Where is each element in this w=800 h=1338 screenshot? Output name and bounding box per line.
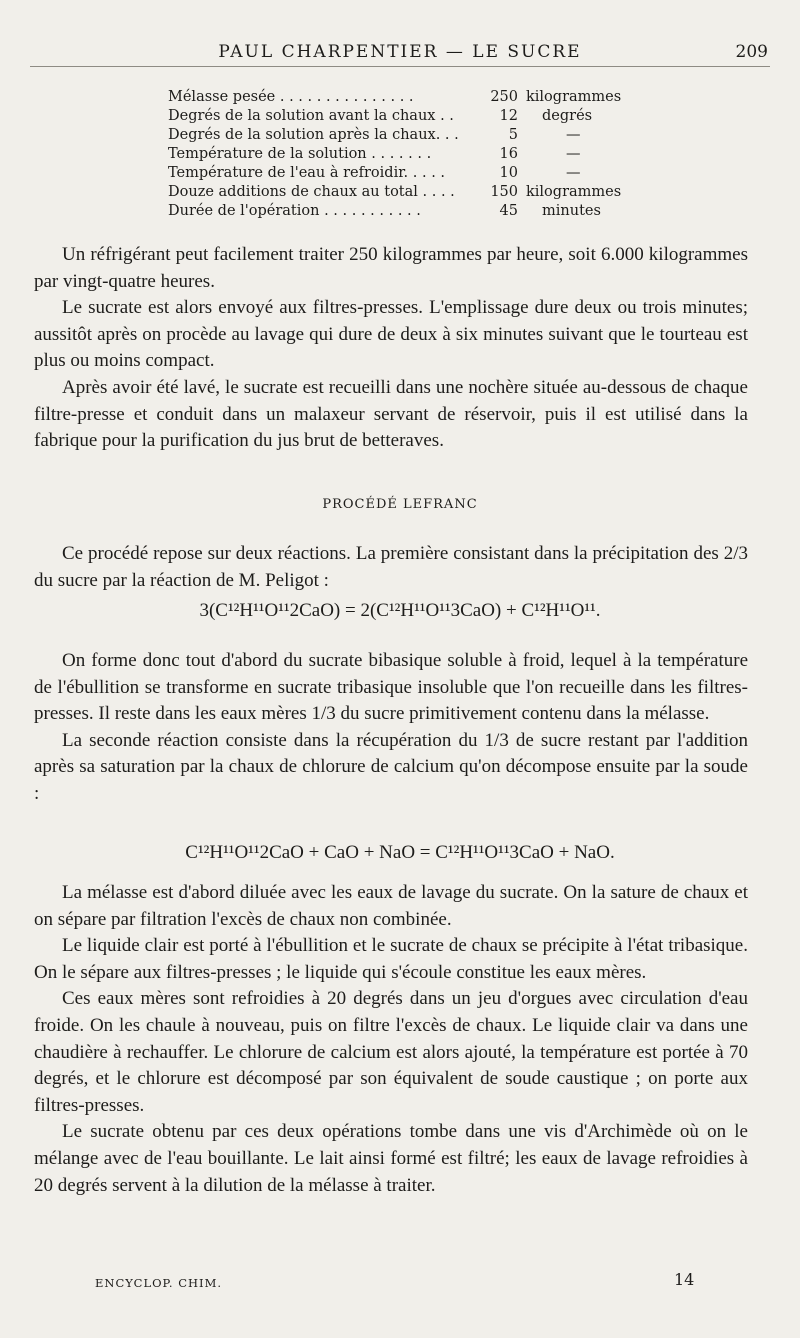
body-text-block: [34, 242, 748, 455]
paragraph: Un réfrigérant peut facilement traiter 250 kilogrammes par heure, soit 6.000 kilogrammes par vingt-quatre heures.: [34, 244, 748, 292]
table-row-unit: —: [566, 165, 581, 181]
page-number: 209: [735, 42, 768, 62]
table-row: [168, 145, 621, 164]
table-row-label: Température de l'eau à refroidir. . . . .: [168, 165, 446, 181]
table-row-value: 250: [490, 89, 518, 105]
sheet-number: 14: [674, 1270, 695, 1289]
table-row-value: 45: [499, 203, 518, 219]
table-row-label: Douze additions de chaux au total . . . .: [168, 184, 455, 200]
paragraph: Après avoir été lavé, le sucrate est recueilli dans une nochère située au-dessous de chaque filtre-presse et conduit dans un malaxeur servant de réservoir, puis il est utilisé dans la fabrique pour la purification du jus brut de betteraves.: [34, 376, 748, 452]
table-row-label: Degrés de la solution après la chaux. . .: [168, 127, 459, 143]
table-row-unit: degrés: [542, 108, 593, 124]
body-text-block: [34, 541, 748, 594]
table-row-unit: kilogrammes: [526, 89, 622, 105]
table-row-label: Température de la solution . . . . . . .: [168, 146, 432, 162]
operation-data-table: [168, 88, 621, 221]
paragraph: Le sucrate est alors envoyé aux filtres-presses. L'emplissage dure deux ou trois minutes; aussitôt après on procède au lavage qui dure de deux à six minutes suivant que le tourteau est plus ou moins compact.: [34, 297, 748, 372]
table-row: [168, 164, 621, 183]
printer-signature: ENCYCLOP. CHIM.: [95, 1276, 223, 1290]
paragraph: Ce procédé repose sur deux réactions. La première consistant dans la précipitation des 2/3 du sucre par la réaction de M. Peligot :: [34, 543, 748, 591]
table-row-value: 5: [508, 127, 518, 143]
table-row-value: 12: [499, 108, 518, 124]
body-text-block: [34, 648, 748, 808]
table-row-label: Degrés de la solution avant la chaux . .: [168, 108, 454, 124]
table-row-value: 150: [490, 184, 518, 200]
page-header: [30, 38, 770, 67]
table-row-label: Mélasse pesée . . . . . . . . . . . . . . .: [168, 89, 414, 105]
table-row-unit: minutes: [542, 203, 601, 219]
paragraph: La seconde réaction consiste dans la récupération du 1/3 de sucre restant par l'addition après sa saturation par la chaux de chlorure de calcium qu'on décompose ensuite par la soude :: [34, 729, 748, 804]
paragraph: Ces eaux mères sont refroidies à 20 degrés dans un jeu d'orgues avec circulation d'eau froide. On les chaule à nouveau, puis on filtre l'excès de chaux. Le liquide clair va dans une chaudière à rechauffer. Le chlorure de calcium est alors ajouté, la température est portée à 70 degrés, et le chlorure est décomposé par son équivalent de soude caustique ; on porte aux filtres-presses.: [34, 988, 748, 1116]
table-row-label: Durée de l'opération . . . . . . . . . . .: [168, 203, 421, 219]
body-text-block: [34, 880, 748, 1199]
chemical-formula: 3(C¹²H¹¹O¹¹2CaO) = 2(C¹²H¹¹O¹¹3CaO) + C¹²H¹¹O¹¹.: [199, 600, 601, 621]
paragraph: Le liquide clair est porté à l'ébullition et le sucrate de chaux se précipite à l'état tribasique. On le sépare aux filtres-presses ; le liquide qui s'écoule constitue les eaux mères.: [34, 935, 748, 983]
section-heading: PROCÉDÉ LEFRANC: [322, 497, 478, 512]
table-row-value: 16: [499, 146, 518, 162]
running-title: PAUL CHARPENTIER — LE SUCRE: [218, 42, 582, 62]
table-row: [168, 88, 621, 107]
table-row-value: 10: [499, 165, 518, 181]
table-row-unit: kilogrammes: [526, 184, 622, 200]
table-row-unit: —: [566, 127, 581, 143]
table-row: [168, 202, 621, 221]
paragraph: La mélasse est d'abord diluée avec les eaux de lavage du sucrate. On la sature de chaux et on sépare par filtration l'excès de chaux non combinée.: [34, 882, 748, 930]
table-row: [168, 126, 621, 145]
chemical-formula: C¹²H¹¹O¹¹2CaO + CaO + NaO = C¹²H¹¹O¹¹3CaO + NaO.: [185, 842, 615, 863]
table-row: [168, 183, 621, 202]
table-row-unit: —: [566, 146, 581, 162]
table-row: [168, 107, 621, 126]
paragraph: Le sucrate obtenu par ces deux opérations tombe dans une vis d'Archimède où on le mélange avec de l'eau bouillante. Le lait ainsi formé est filtré; les eaux de lavage refroidies à 20 degrés servent à la dilution de la mélasse à traiter.: [34, 1121, 748, 1196]
paragraph: On forme donc tout d'abord du sucrate bibasique soluble à froid, lequel à la température de l'ébullition se transforme en sucrate tribasique insoluble que l'on recueille dans les filtres-presses. Il reste dans les eaux mères 1/3 du sucre primitivement contenu dans la mélasse.: [34, 650, 748, 725]
